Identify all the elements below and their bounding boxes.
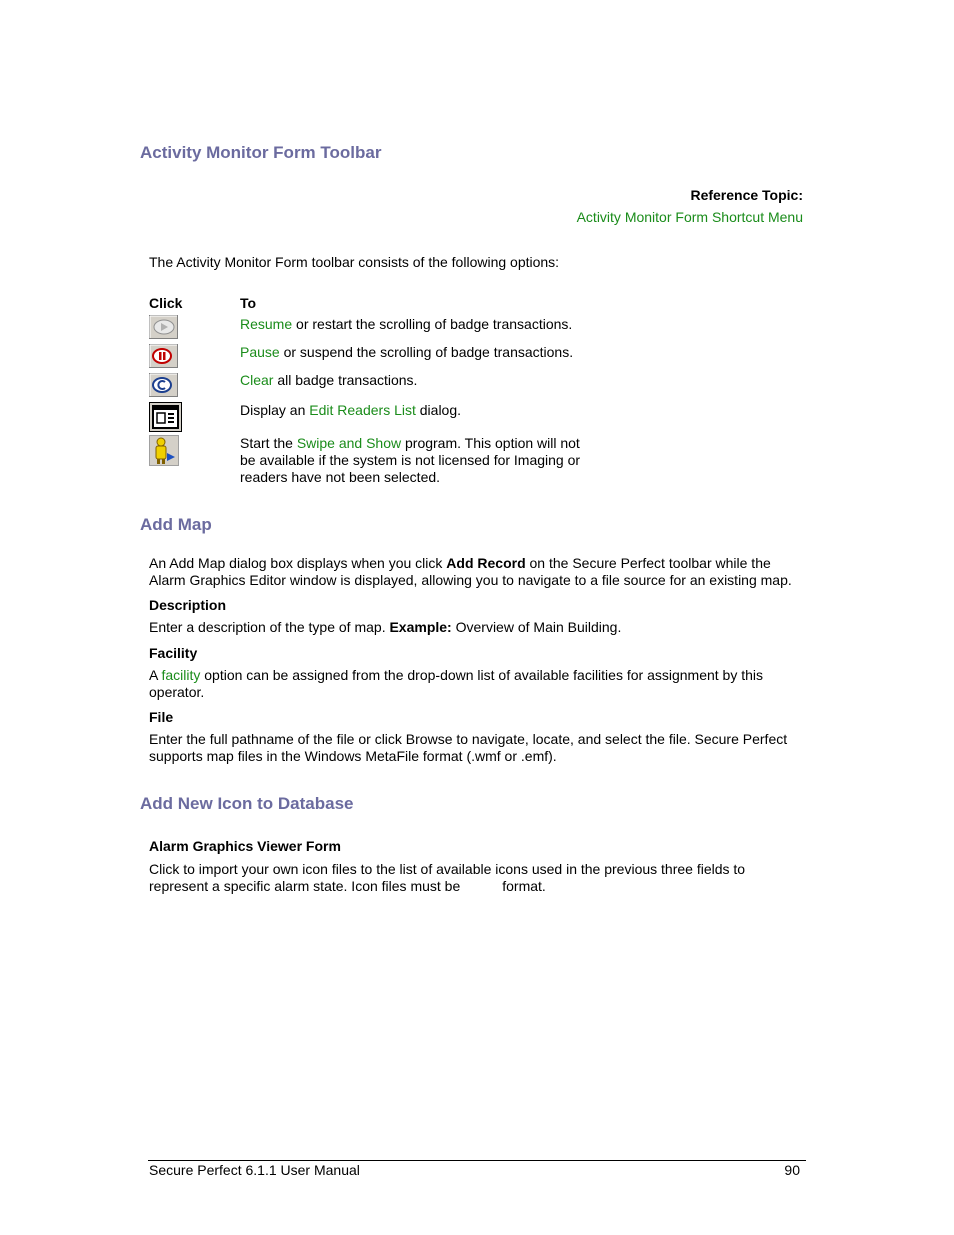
- swipe-show-line3: readers have not been selected.: [240, 469, 441, 485]
- facility-text: [149, 667, 763, 701]
- add-record-bold: Add Record: [446, 555, 526, 571]
- section-title-add-icon: Add New Icon to Database: [140, 794, 354, 813]
- pause-link[interactable]: Pause: [240, 344, 280, 360]
- toolbar-intro: The Activity Monitor Form toolbar consists of the following options:: [149, 254, 560, 270]
- edit-readers-description: dialog.: [415, 402, 462, 418]
- facility-post: option can be assigned from the drop-down list of available facilities for assignment by this: [200, 667, 764, 683]
- add-icon-line1: Click to import your own icon files to the list of available icons used in the previous three fields to: [149, 861, 746, 877]
- row-swipe-and-show: [240, 435, 580, 486]
- add-icon-text: [149, 861, 745, 895]
- pause-icon: [149, 344, 178, 368]
- add-map-intro-pre: An Add Map dialog box displays when you click: [149, 555, 447, 571]
- reference-topic-link[interactable]: Activity Monitor Form Shortcut Menu: [576, 209, 803, 225]
- section-title-add-map: Add Map: [140, 515, 212, 534]
- file-heading: File: [149, 709, 174, 725]
- edit-readers-icon: [149, 402, 182, 432]
- add-map-intro: [149, 555, 792, 589]
- facility-link[interactable]: facility: [161, 667, 201, 683]
- swipe-and-show-link[interactable]: Swipe and Show: [296, 435, 402, 451]
- swipe-show-pre: Start the: [240, 435, 297, 451]
- row-edit-readers: [240, 402, 461, 419]
- add-icon-line2-post: format.: [502, 878, 546, 894]
- resume-icon: [149, 315, 178, 339]
- pause-description: or suspend the scrolling of badge transactions.: [279, 344, 574, 360]
- column-header-click: Click: [149, 295, 183, 311]
- facility-line2: operator.: [149, 684, 205, 700]
- file-line2: supports map files in the Windows MetaFile format (.wmf or .emf).: [149, 748, 557, 764]
- footer-divider: [148, 1160, 806, 1161]
- description-post: Overview of Main Building.: [451, 619, 622, 635]
- resume-link[interactable]: Resume: [240, 316, 293, 332]
- example-bold: Example:: [389, 619, 452, 635]
- clear-description: all badge transactions.: [273, 372, 418, 388]
- footer-page-number: 90: [784, 1162, 800, 1178]
- facility-heading: Facility: [149, 645, 198, 661]
- alarm-graphics-viewer-heading: Alarm Graphics Viewer Form: [149, 838, 341, 854]
- clear-link[interactable]: Clear: [240, 372, 274, 388]
- swipe-show-line2: be available if the system is not licensed for Imaging or: [240, 452, 581, 468]
- edit-readers-pre: Display an: [240, 402, 310, 418]
- add-map-intro-post: on the Secure Perfect toolbar while the: [525, 555, 771, 571]
- section-title-toolbar: Activity Monitor Form Toolbar: [140, 143, 382, 162]
- row-pause: [240, 344, 573, 361]
- resume-description: or restart the scrolling of badge transactions.: [292, 316, 573, 332]
- swipe-show-description: program. This option will not: [401, 435, 580, 451]
- swipe-and-show-icon: [149, 435, 179, 466]
- description-text: [149, 619, 621, 636]
- description-heading: Description: [149, 597, 227, 613]
- edit-readers-list-link[interactable]: Edit Readers List: [309, 402, 416, 418]
- reference-topic-label: Reference Topic:: [690, 187, 803, 203]
- facility-pre: A: [149, 667, 162, 683]
- clear-icon: [149, 373, 178, 397]
- column-header-to: To: [240, 295, 257, 311]
- row-clear: [240, 372, 417, 389]
- file-line1: Enter the full pathname of the file or click Browse to navigate, locate, and select the file. Secure Perfect: [149, 731, 788, 747]
- add-map-intro-line2: Alarm Graphics Editor window is displayed, allowing you to navigate to a file source for an existing map.: [149, 572, 792, 588]
- add-icon-line2-pre: represent a specific alarm state. Icon files must be: [149, 878, 461, 894]
- description-pre: Enter a description of the type of map.: [149, 619, 390, 635]
- file-text: [149, 731, 787, 765]
- footer-manual-title: Secure Perfect 6.1.1 User Manual: [149, 1162, 360, 1178]
- row-resume: [240, 316, 572, 333]
